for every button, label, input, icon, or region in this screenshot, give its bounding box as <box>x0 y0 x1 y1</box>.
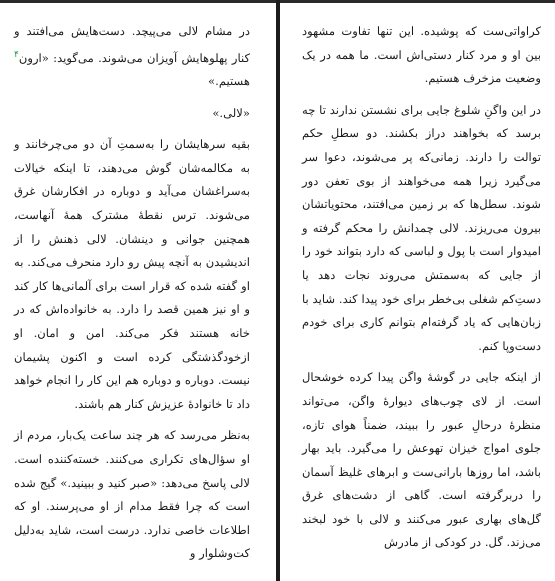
paragraph: از اینکه جایی در گوشهٔ واگن پیدا کرده خوشحال است. از لای چوب‌های دیوارهٔ واگن، می‌تواند منظرهٔ درحالِ عبور را ببیند، ضمناً هوای تازه، جلوی امواج خیزان تهوعش را می‌گیرد. باید بهار باشد، اما روزها بارانی‌ست و ابرهای غلیظ آسمان را دربرگرفته است. گاهی از دشت‌های غرق گل‌های بهاری عبور می‌کنند و لالی با خود لبخند می‌زند. گل. در کودکی از مادرش <box>302 370 541 550</box>
paragraph <box>14 20 250 94</box>
paragraph: به‌نظر می‌رسد که هر چند ساعت یک‌بار، مردم از او سؤال‌های تکراری می‌کنند. خسته‌کننده است. لالی پاسخ می‌دهد: «صبر کنید و ببینید.» گیج شده است که چرا فقط مدام از او می‌پرسند. او که اطلاعات خاصی ندارد. درست است، شاید به‌دلیل کت‌وشلوار و <box>14 428 250 561</box>
paragraph-text: در مشام لالی می‌پیچد. دست‌هایش می‌افتند و کنار پهلوهایش آویزان می‌شوند. می‌گوید: «ارون <box>14 24 250 65</box>
left-page <box>0 0 277 581</box>
right-page <box>280 0 555 581</box>
paragraph: «لالی.» <box>212 105 250 120</box>
paragraph-text: هستیم.» <box>208 74 250 89</box>
paragraph: کراواتی‌ست که پوشیده. این تنها تفاوت مشهود بین او و مرد کنار دستی‌اش است. ما همه در یک وضعیت مزخرف هستیم. <box>302 24 541 86</box>
footnote-marker[interactable]: ۴ <box>14 49 19 60</box>
paragraph: بقیه سرهایشان را به‌سمتِ آن دو می‌چرخانند و به مکالمه‌شان گوش می‌دهند، تا اینکه خیالات به‌سراغشان می‌آید و دوباره در افکارشان غرق می‌شوند. ترس نقطهٔ مشترک همهٔ آنهاست، همچنین جوانی و دینشان. لالی ذهنش را از اندیشیدن به آنچه پیش رو دارد منحرف می‌کند. به او گفته شده که قرار است برای آلمانی‌ها کار کند و او نیز همین قصد را دارد. به خانواده‌اش که در خانه هستند فکر می‌کند. امن و امان. او ازخودگذشتگی کرده است و اکنون پشیمان نیست. دوباره و دوباره هم این کار را انجام خواهد داد تا خانوادهٔ عزیزش کنار هم باشند. <box>14 137 250 411</box>
paragraph: در این واگنِ شلوغ جایی برای نشستن ندارند تا چه برسد که بخواهند دراز بکشند. دو سطلِ حکم توالت را دارند. زمانی‌که پر می‌شوند، دعوا سر می‌گیرد زیرا همه می‌خواهند از بوی تعفن دور شوند. سطل‌ها که بر زمین می‌افتند، محتویاتشان بیرون می‌ریزند. لالی چمدانش را محکم گرفته و امیدوار است با پول و لباسی که دارد بتواند خود را از جایی که به‌سمتش می‌روند نجات دهد یا دستِ‌کم شغلی بی‌خطر برای خود پیدا کند. شاید با زبان‌هایی که یاد گرفته‌ام بتوانم کاری برای خودم دست‌وپا کنم. <box>302 102 541 353</box>
